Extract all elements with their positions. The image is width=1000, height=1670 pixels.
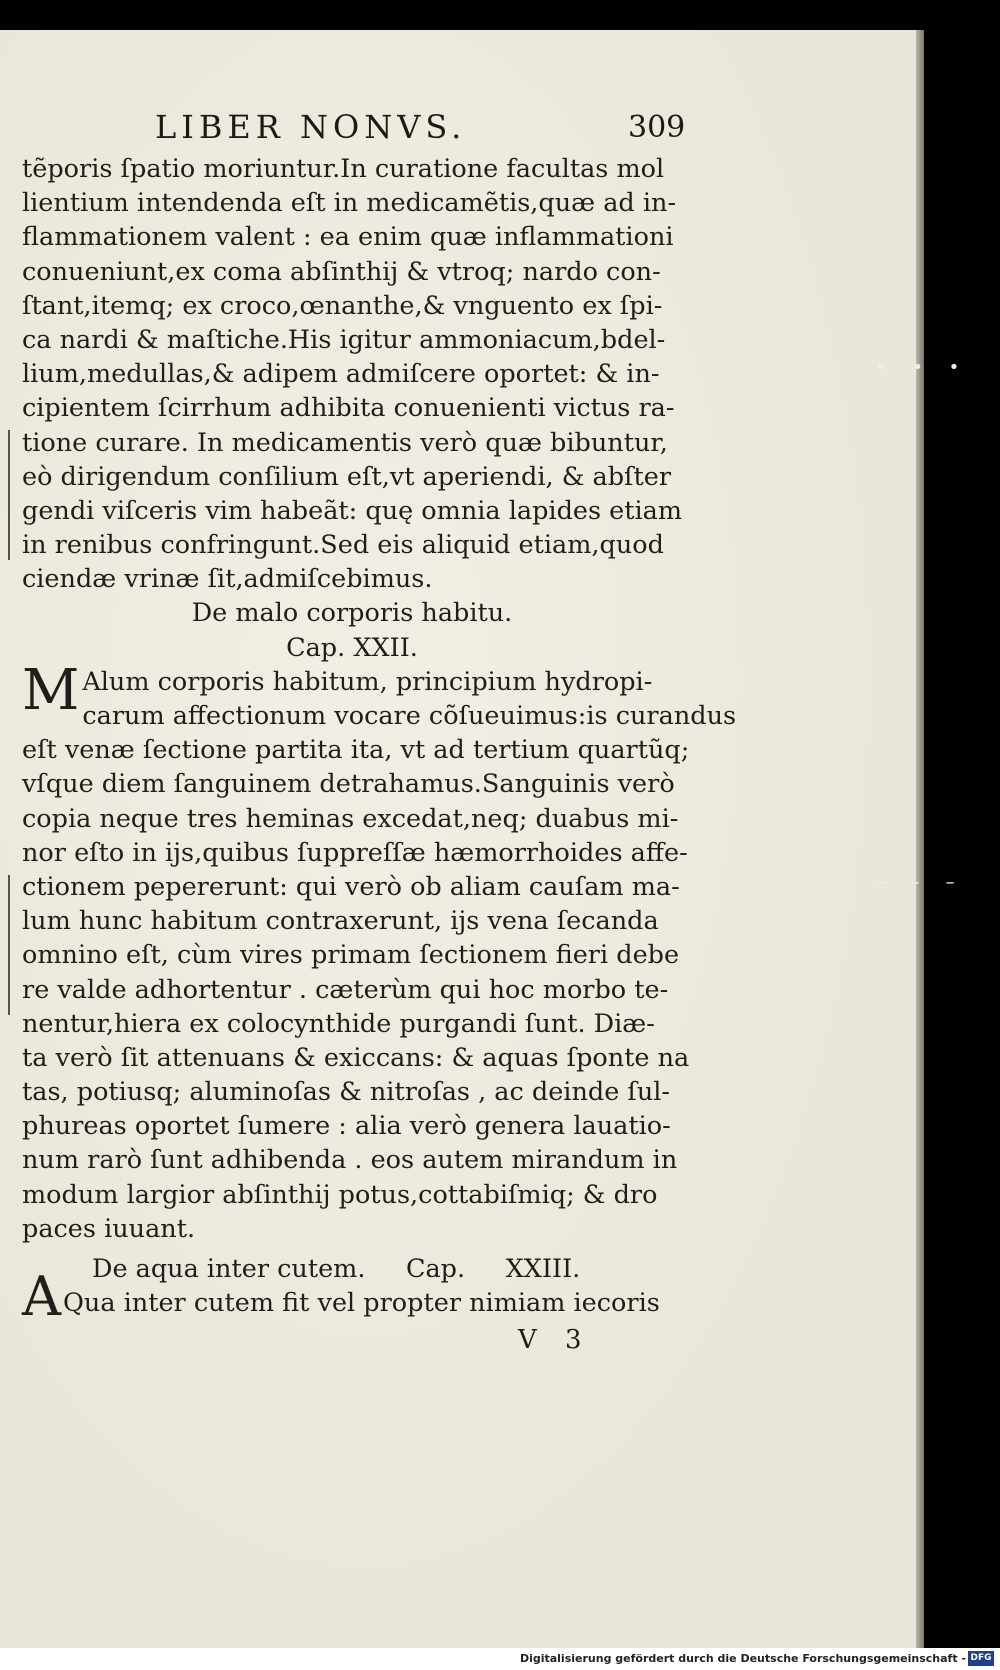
text-line: lientium intendenda eſt in medicamẽtis,quæ ad in- [22, 188, 677, 219]
text-line: ciendæ vrinæ ſit,admiſcebimus. [22, 564, 433, 595]
text-line: tione curare. In medicamentis verò quæ bibuntur, [22, 427, 668, 458]
text-line: num rarò ſunt adhibenda . eos autem mirandum in [22, 1145, 678, 1176]
text-line: ſtant,itemq; ex croco,œnanthe,& vnguento ex ſpi- [22, 290, 663, 321]
text-line: phureas oportet ſumere : alia verò genera lauatio- [22, 1111, 671, 1142]
section-heading: De malo corporis habitu. [191, 598, 513, 629]
text-block [22, 152, 737, 1328]
text-line: tẽporis ſpatio moriuntur.In curatione facultas mol [22, 154, 665, 184]
text-line: eò dirigendum conſilium eſt,vt aperiendi, & abſter [22, 461, 672, 492]
text-line: flammationem valent : ea enim quæ inflammationi [22, 222, 674, 253]
footer-bar [0, 1648, 1000, 1670]
text-line: ta verò ſit attenuans & exiccans: & aquas ſponte na [22, 1042, 690, 1073]
text-line: Alum corporis habitum, principium hydropi- [82, 666, 653, 697]
text-line: copia neque tres heminas excedat,neq; duabus mi- [22, 803, 679, 834]
drop-cap: M [22, 657, 80, 723]
section-heading: De aqua inter cutem. Cap. XXIII. [92, 1254, 581, 1284]
text-line: nentur,hiera ex colocynthide purgandi ſunt. Diæ- [22, 1008, 655, 1039]
text-line: paces iuuant. [22, 1213, 196, 1244]
text-line: nor eſto in ijs,quibus ſuppreſſæ hæmorrhoides affe- [22, 837, 688, 868]
text-line: in renibus confringunt.Sed eis aliquid etiam,quod [22, 530, 664, 561]
text-line: vſque diem ſanguinem detrahamus.Sanguinis verò [22, 769, 675, 800]
dfg-logo: DFG [968, 1651, 994, 1666]
page-number: 309 [628, 110, 686, 145]
margin-dots: • • • [876, 357, 970, 378]
chapter-number: Cap. XXII. [286, 632, 418, 663]
text-line: carum affectionum vocare cõſueuimus:is curandus [82, 701, 737, 731]
text-line: omnino eſt, cùm vires primam ſectionem fieri debe [22, 940, 680, 971]
drop-cap: A [22, 1265, 61, 1328]
text-line: cipientem ſcirrhum adhibita conuenienti victus ra- [22, 393, 675, 424]
page-edge [916, 30, 924, 1648]
signature-mark: V 3 [518, 1325, 592, 1355]
chapter-xxiii-body [22, 1252, 682, 1328]
text-line: re valde adhortentur . cæterùm qui hoc morbo te- [22, 974, 669, 1005]
margin-dashes: – – – [876, 872, 965, 893]
margin-rule [8, 430, 10, 560]
chapter-xxii-body [22, 657, 737, 1246]
text-line: Qua inter cutem fit vel propter nimiam iecoris [63, 1288, 660, 1319]
running-title: LIBER NONVS. [155, 108, 467, 146]
text-line: conueniunt,ex coma abſinthij & vtroq; nardo con- [22, 256, 661, 287]
funding-credit: Digitalisierung gefördert durch die Deutsche Forschungsgemeinschaft - [519, 1652, 966, 1665]
text-line: eſt venæ ſectione partita ita, vt ad tertium quartũq; [22, 735, 690, 766]
margin-rule [8, 875, 10, 1015]
text-line: tas, potiusq; aluminoſas & nitroſas , ac deinde ſul- [22, 1077, 671, 1108]
text-line: modum largior abſinthij potus,cottabiſmiq; & dro [22, 1179, 658, 1210]
text-line: lium,medullas,& adipem admiſcere oportet: & in- [22, 359, 660, 390]
text-line: ctionem pepererunt: qui verò ob aliam cauſam ma- [22, 871, 680, 902]
text-line: ca nardi & maſtiche.His igitur ammoniacum,bdel- [22, 324, 666, 355]
text-line: lum hunc habitum contraxerunt, ijs vena ſecanda [22, 906, 659, 937]
text-line: gendi viſceris vim habeãt: quę omnia lapides etiam [22, 495, 683, 526]
